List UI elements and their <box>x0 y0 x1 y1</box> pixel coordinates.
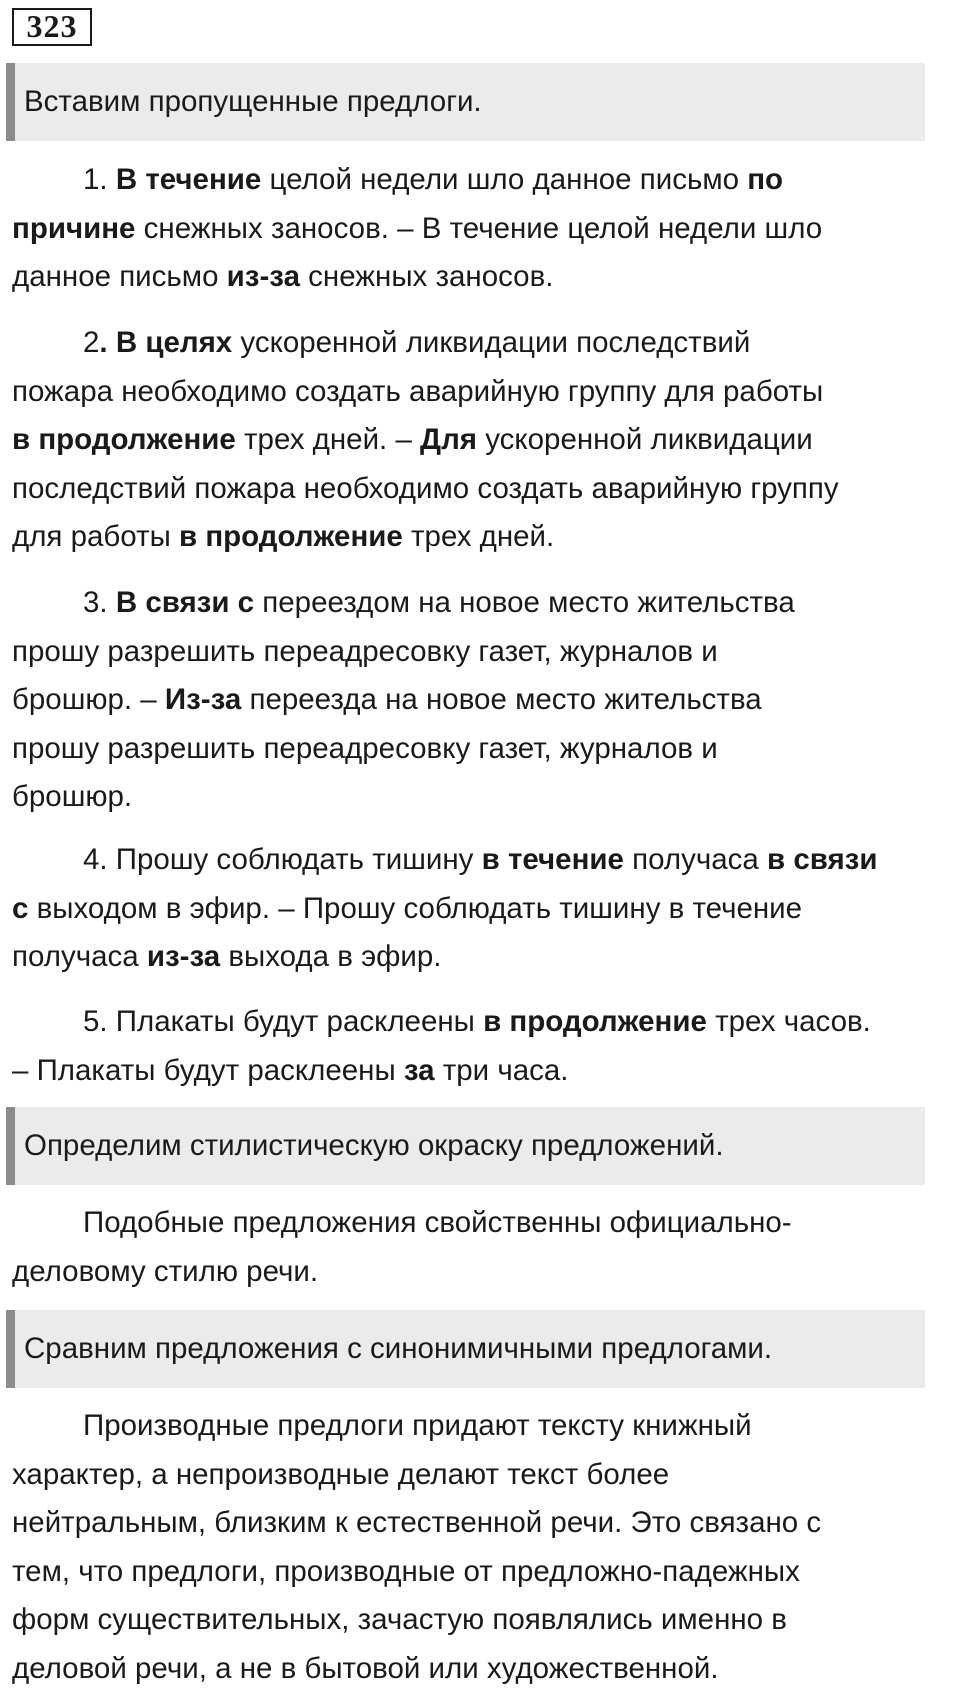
text-run: 2 <box>83 326 100 359</box>
style-line-2: деловому стилю речи. <box>12 1254 319 1288</box>
preposition-bold: . В целях <box>99 326 233 359</box>
text-run: получаса <box>12 940 147 973</box>
compare-line-2: характер, а непроизводные делают текст более <box>12 1457 670 1491</box>
preposition-bold: Для <box>420 423 478 456</box>
text-run: трех часов. <box>706 1005 871 1038</box>
compare-line-5: форм существительных, зачастую появлялись именно в <box>12 1603 787 1636</box>
text-run: – Плакаты будут расклеены <box>12 1053 404 1087</box>
text-run: три часа. <box>434 1053 569 1087</box>
preposition-bold: причине <box>12 211 136 245</box>
section-header-insert-prepositions: Вставим пропущенные предлоги. <box>6 63 925 141</box>
preposition-bold: в продолжение <box>178 520 403 553</box>
style-line-1: Подобные предложения свойственны официально- <box>83 1206 792 1239</box>
text-run: 4. Прошу соблюдать тишину <box>83 843 482 876</box>
compare-paragraph <box>12 1402 960 1693</box>
compare-line-1: Производные предлоги придают тексту книжный <box>83 1409 752 1442</box>
text-run: переезда на новое место жительства <box>241 683 762 716</box>
style-paragraph <box>12 1199 960 1296</box>
preposition-bold: В течение <box>115 163 262 196</box>
item-1-line-1 <box>12 156 960 205</box>
text-run: выходом в эфир. – Прошу соблюдать тишину в течение <box>28 891 803 925</box>
section-header-stylistic-coloring: Определим стилистическую окраску предложений. <box>6 1107 925 1185</box>
item-3-line-2: прошу разрешить переадресовку газет, журналов и <box>12 634 718 668</box>
item-1-line-3 <box>12 253 960 302</box>
item-4-line-1 <box>12 836 960 885</box>
text-run: для работы <box>12 520 179 553</box>
item-3-line-3 <box>12 676 960 725</box>
preposition-bold: из-за <box>226 260 300 293</box>
text-run: ускоренной ликвидации последствий <box>232 326 751 359</box>
text-run: получаса <box>623 843 767 876</box>
text-run: выхода в эфир. <box>220 940 442 973</box>
item-2-line-2: пожара необходимо создать аварийную группу для работы <box>12 374 824 408</box>
text-run: целой недели шло данное письмо <box>261 163 748 196</box>
compare-line-3: нейтральным, близким к естественной речи. Это связано с <box>12 1506 822 1539</box>
text-run: брошюр. – <box>12 683 165 716</box>
item-3-line-4: прошу разрешить переадресовку газет, журналов и <box>12 731 718 765</box>
item-2-line-4: последствий пожара необходимо создать аварийную группу <box>12 471 839 505</box>
text-run: 3. <box>83 586 116 619</box>
preposition-bold: Из-за <box>164 683 242 716</box>
text-run: 1. <box>83 163 116 196</box>
item-4-line-3 <box>12 933 960 982</box>
text-run: 5. Плакаты будут расклеены <box>83 1005 484 1038</box>
item-2-paragraph <box>12 319 960 562</box>
section-header-compare-sentences: Сравним предложения с синонимичными предлогами. <box>6 1310 925 1388</box>
text-run: снежных заносов. – В течение целой недели шло <box>135 211 823 245</box>
item-1-paragraph <box>12 156 960 302</box>
item-2-line-3 <box>12 416 960 465</box>
text-run: переездом на новое место жительства <box>254 586 795 619</box>
text-run: данное письмо <box>12 260 227 293</box>
item-2-line-5 <box>12 513 960 562</box>
item-1-line-2 <box>12 205 960 254</box>
compare-line-6: деловой речи, а не в бытовой или художественной. <box>12 1651 719 1685</box>
item-2-line-1 <box>12 319 960 368</box>
task-number-box: 323 <box>12 8 92 46</box>
preposition-bold: в связи <box>766 843 878 876</box>
preposition-bold: с <box>12 891 29 925</box>
preposition-bold: в течение <box>481 843 624 876</box>
item-3-line-5: брошюр. <box>12 780 133 813</box>
preposition-bold: из-за <box>146 940 221 973</box>
item-4-paragraph <box>12 836 960 982</box>
compare-line-4: тем, что предлоги, производные от предложно-падежных <box>12 1554 800 1588</box>
item-3-line-1 <box>12 579 960 628</box>
preposition-bold: В связи с <box>115 586 255 619</box>
item-4-line-2 <box>12 885 960 934</box>
item-5-line-1 <box>12 998 960 1047</box>
item-5-line-2 <box>12 1047 960 1096</box>
preposition-bold: по <box>747 163 784 196</box>
text-run: снежных заносов. <box>299 260 554 293</box>
text-run: ускоренной ликвидации <box>477 423 813 456</box>
text-run: трех дней. – <box>235 423 421 456</box>
preposition-bold: за <box>403 1053 435 1087</box>
item-3-paragraph <box>12 579 960 822</box>
item-5-paragraph <box>12 998 960 1095</box>
preposition-bold: в продолжение <box>483 1005 707 1038</box>
text-run: трех дней. <box>402 520 555 553</box>
preposition-bold: в продолжение <box>12 423 236 456</box>
